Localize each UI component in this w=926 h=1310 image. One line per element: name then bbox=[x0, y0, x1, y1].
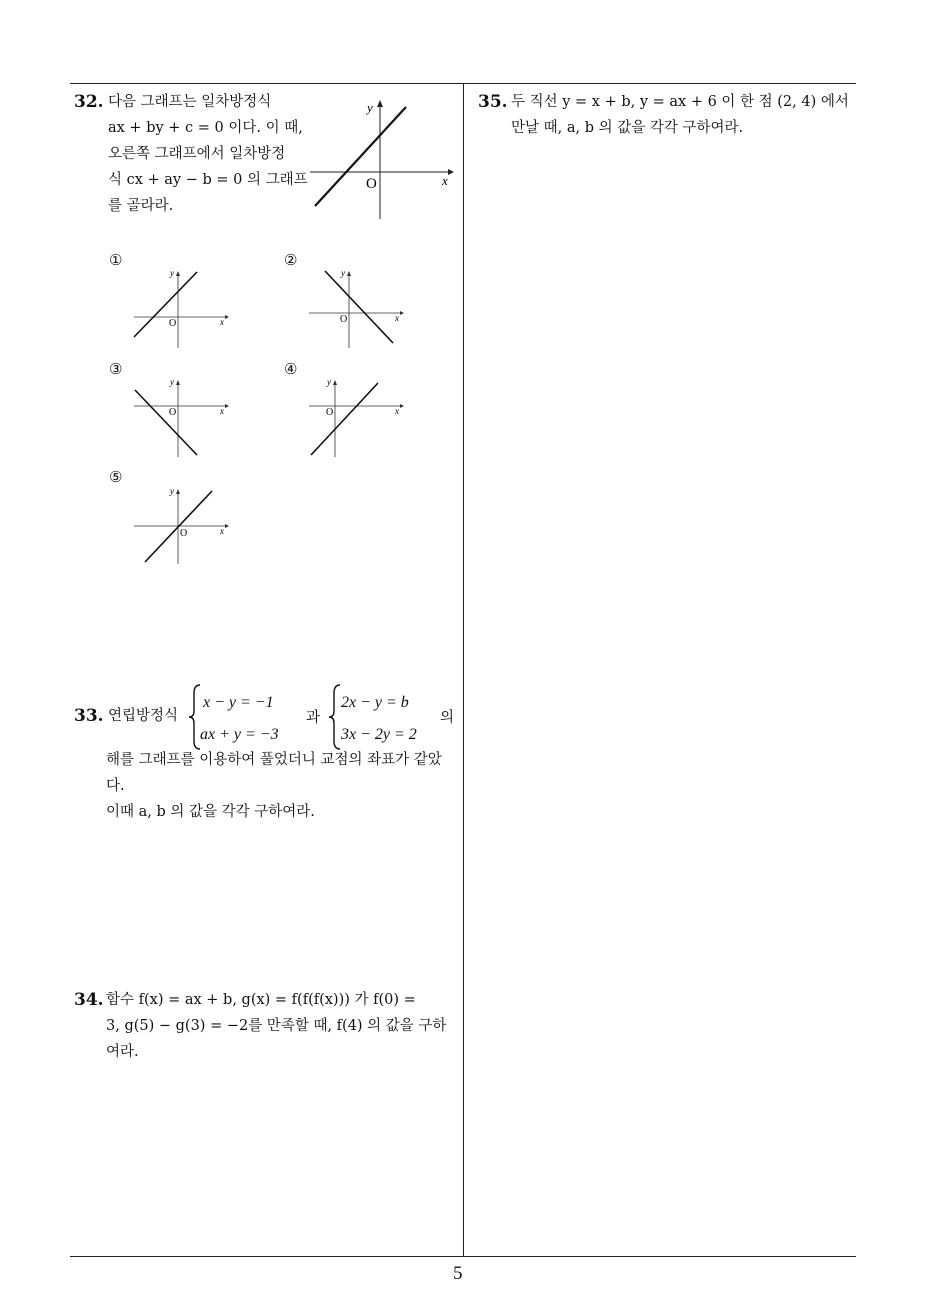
q33-connector: 과 bbox=[306, 710, 321, 726]
q33-sys2-eq1: 2x − y = b bbox=[341, 694, 409, 711]
svg-text:x: x bbox=[395, 313, 399, 323]
q32-line-4: 식 cx + ay − b = 0 의 그래프 bbox=[108, 172, 308, 188]
svg-text:y: y bbox=[327, 377, 331, 387]
q33-line-4: 이때 a, b 의 값을 각각 구하여라. bbox=[106, 804, 315, 820]
axis-label-y: y bbox=[367, 100, 373, 115]
bottom-rule bbox=[70, 1256, 856, 1257]
q34-line-2: 3, g(5) − g(3) = −2를 만족할 때, f(4) 의 값을 구하 bbox=[106, 1018, 447, 1034]
q35-line-2: 만날 때, a, b 의 값을 각각 구하여라. bbox=[511, 120, 744, 136]
choice-3-label[interactable]: ③ bbox=[109, 360, 123, 378]
choice-5-graph[interactable] bbox=[130, 484, 230, 569]
svg-text:O: O bbox=[326, 407, 334, 418]
q33-prefix: 연립방정식 bbox=[108, 708, 179, 724]
column-divider bbox=[463, 83, 464, 1256]
svg-text:y: y bbox=[170, 486, 174, 496]
choice-2-line bbox=[325, 271, 393, 343]
choice-2-label[interactable]: ② bbox=[284, 251, 298, 269]
q35-number: 35. bbox=[478, 92, 508, 112]
choice-5-line bbox=[145, 491, 212, 562]
svg-text:y: y bbox=[170, 377, 174, 387]
q32-number: 32. bbox=[74, 92, 104, 112]
q34-line-3: 여라. bbox=[106, 1044, 139, 1060]
q33-brace-2 bbox=[328, 683, 342, 751]
svg-text:O: O bbox=[169, 407, 177, 418]
q32-line-5: 를 골라라. bbox=[108, 198, 174, 214]
svg-text:x: x bbox=[220, 406, 224, 416]
choice-3-graph[interactable] bbox=[130, 375, 230, 460]
choice-1-graph[interactable] bbox=[130, 266, 230, 351]
q32-line-1: 다음 그래프는 일차방정식 bbox=[108, 94, 272, 110]
q33-number: 33. bbox=[74, 706, 104, 726]
choice-5-label[interactable]: ⑤ bbox=[109, 468, 123, 486]
svg-text:O: O bbox=[180, 528, 188, 539]
svg-text:x: x bbox=[395, 406, 399, 416]
q32-line-2: ax + by + c = 0 이다. 이 때, bbox=[108, 120, 303, 136]
choice-1-line bbox=[134, 272, 197, 337]
origin-label: O bbox=[366, 176, 377, 192]
choice-3-line bbox=[135, 390, 197, 455]
choice-1-label[interactable]: ① bbox=[109, 251, 123, 269]
q33-line-2: 해를 그래프를 이용하여 풀었더니 교점의 좌표가 같았 bbox=[106, 752, 442, 768]
choice-4-label[interactable]: ④ bbox=[284, 360, 298, 378]
q34-number: 34. bbox=[74, 990, 104, 1010]
choice-4-graph[interactable] bbox=[305, 375, 405, 460]
q35-line-1: 두 직선 y = x + b, y = ax + 6 이 한 점 (2, 4) 에서 bbox=[511, 94, 849, 110]
q33-sys1-eq1: x − y = −1 bbox=[203, 694, 274, 711]
q33-suffix: 의 bbox=[440, 710, 455, 726]
svg-text:x: x bbox=[220, 317, 224, 327]
svg-text:y: y bbox=[170, 268, 174, 278]
choice-4-line bbox=[311, 383, 378, 455]
svg-text:O: O bbox=[169, 318, 177, 329]
svg-text:x: x bbox=[220, 526, 224, 536]
graph-line bbox=[315, 107, 406, 206]
choice-2-graph[interactable] bbox=[305, 266, 405, 351]
q33-sys1-eq2: ax + y = −3 bbox=[200, 726, 279, 743]
svg-text:y: y bbox=[341, 268, 345, 278]
axis-label-x: x bbox=[442, 173, 448, 188]
svg-text:O: O bbox=[340, 314, 348, 325]
q32-line-3: 오른쪽 그래프에서 일차방정 bbox=[108, 146, 286, 162]
page-number: 5 bbox=[453, 1263, 463, 1284]
y-axis-arrow bbox=[377, 100, 383, 107]
x-axis-arrow bbox=[448, 169, 454, 175]
q34-line-1: 함수 f(x) = ax + b, g(x) = f(f(f(x))) 가 f(0) = bbox=[106, 992, 416, 1008]
q33-line-3: 다. bbox=[106, 778, 125, 794]
q32-main-graph bbox=[305, 95, 455, 225]
q33-sys2-eq2: 3x − 2y = 2 bbox=[341, 726, 417, 743]
